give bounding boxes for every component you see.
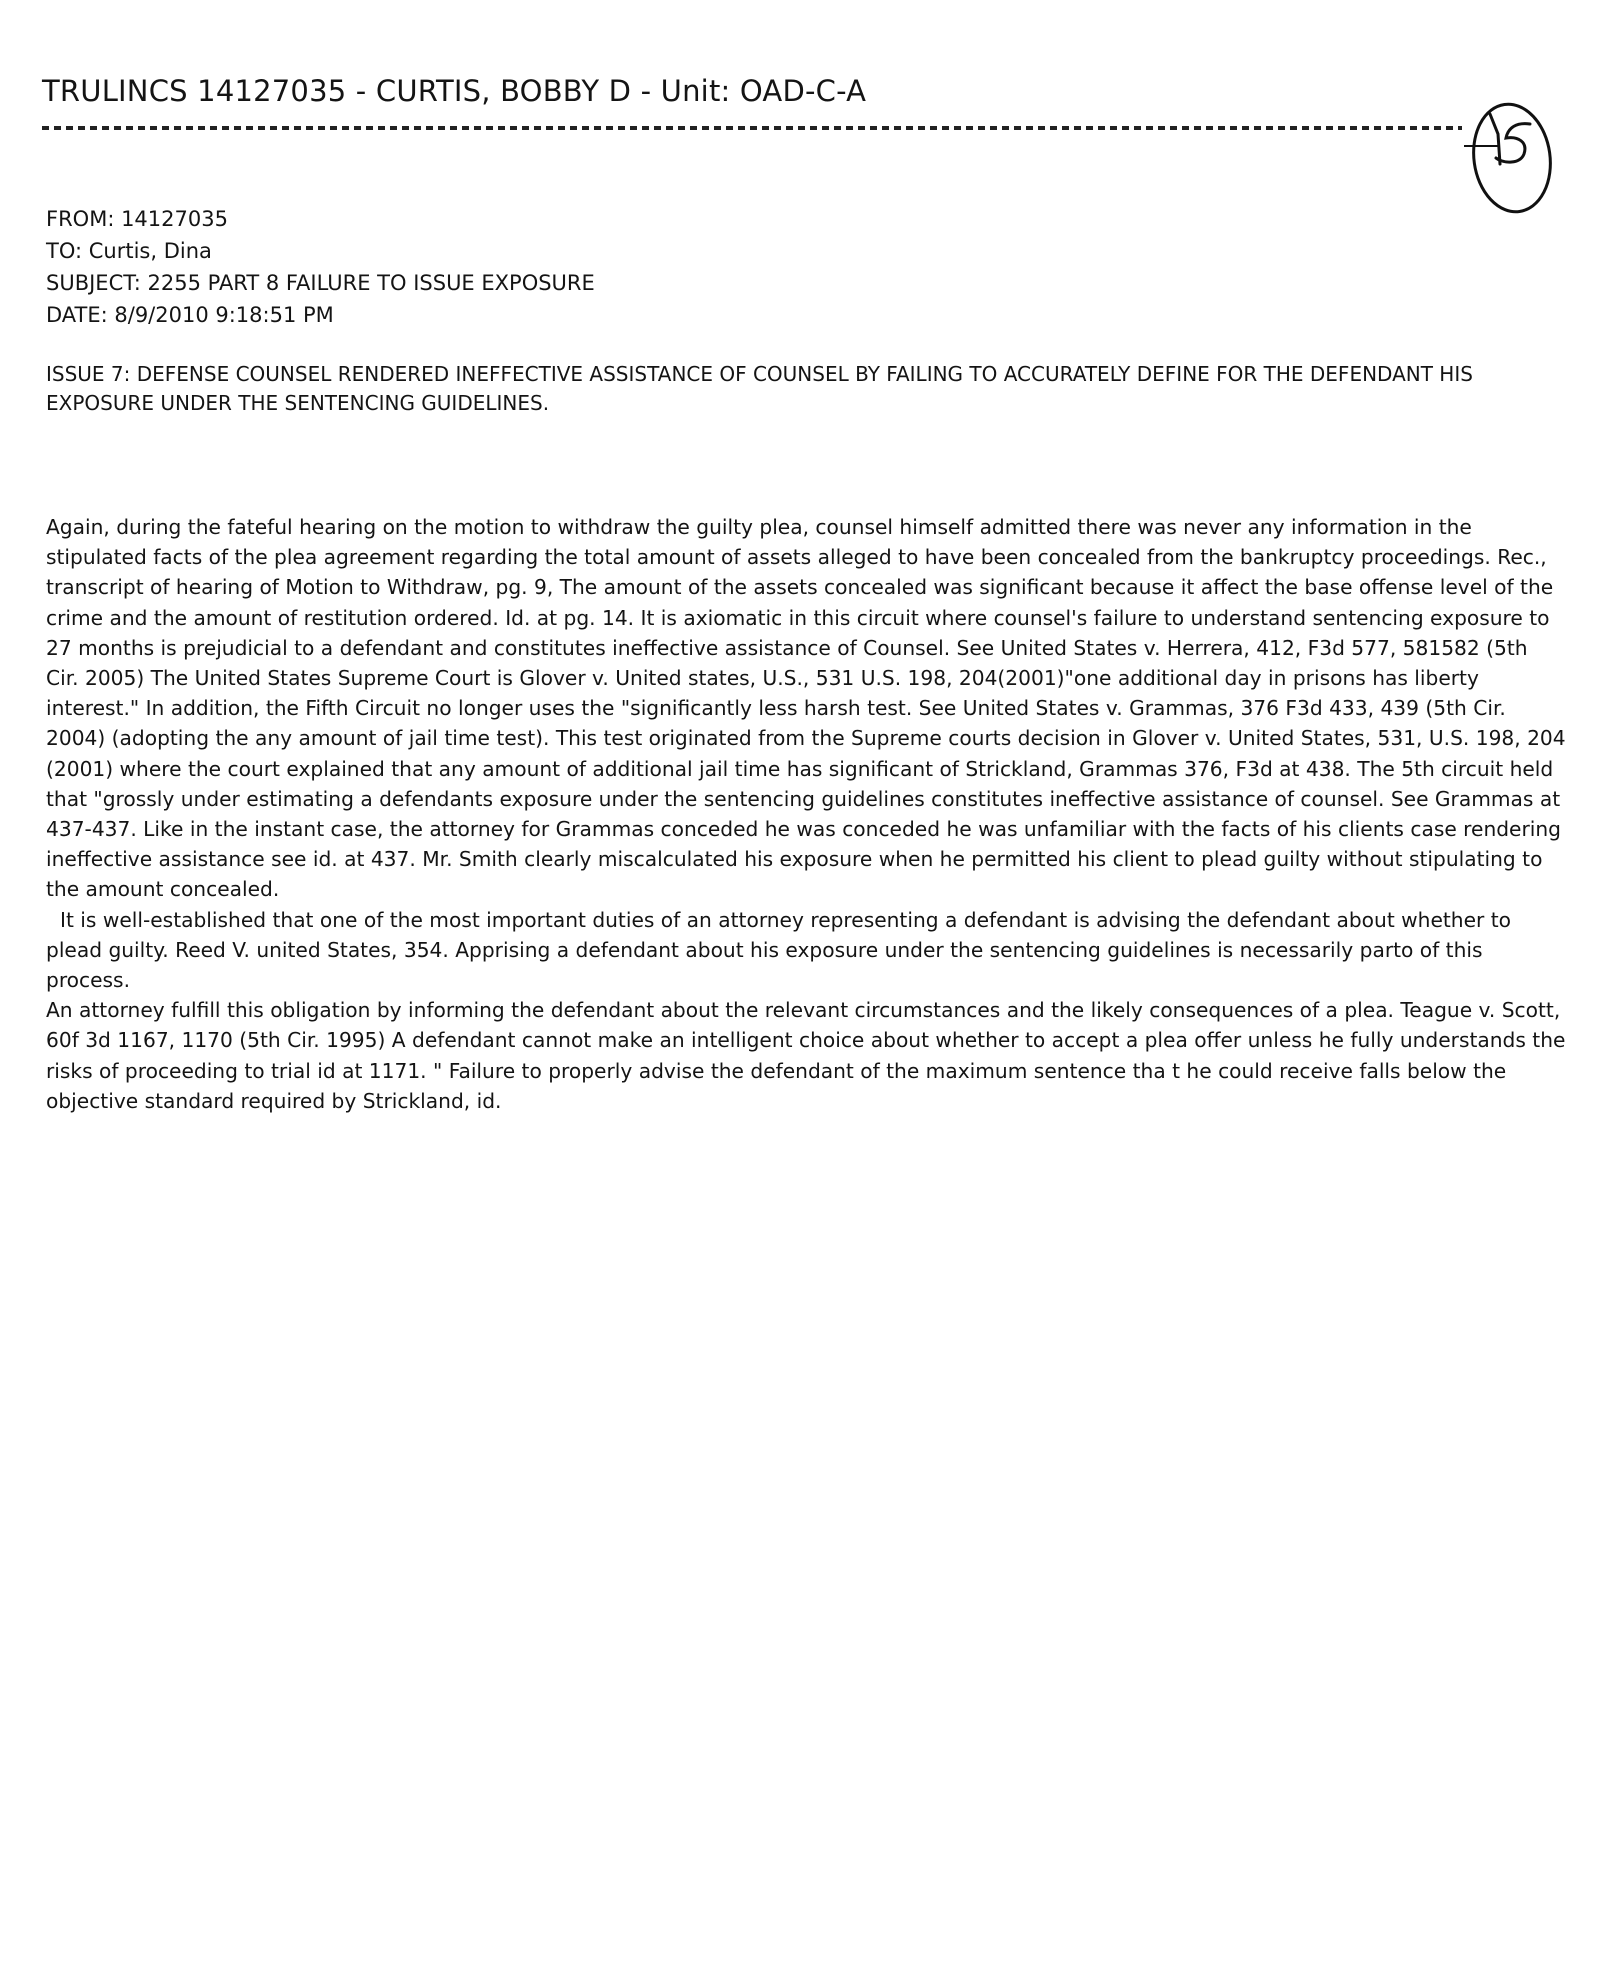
handwritten-page-number-mark bbox=[1460, 86, 1560, 216]
issue-heading: ISSUE 7: DEFENSE COUNSEL RENDERED INEFFECTIVE ASSISTANCE OF COUNSEL BY FAILING TO ACCURATELY DEFINE FOR THE DEFENDANT HIS EXPOSURE UNDER THE SENTENCING GUIDELINES. bbox=[46, 362, 1473, 415]
body-paragraph-1: Again, during the fateful hearing on the motion to withdraw the guilty plea, counsel himself admitted there was never any information in the stipulated facts of the plea agreement regarding the total amount of assets alleged to have been concealed from the bankruptcy proceedings. Rec., transcript of hearing of Motion to Withdraw, pg. 9, The amount of the assets concealed was significant because it affect the base offense level of the crime and the amount of restitution ordered. Id. at pg. 14. It is axiomatic in this circuit where counsel's failure to understand sentencing exposure to 27 months is prejudicial to a defendant and constitutes ineffective assistance of Counsel. See United States v. Herrera, 412, F3d 577, 581582 (5th Cir. 2005) The United States Supreme Court is Glover v. United states, U.S., 531 U.S. 198, 204(2001)"one additional day in prisons has liberty interest." In addition, the Fifth Circuit no longer uses the "significantly less harsh test. See United States v. Grammas, 376 F3d 433, 439 (5th Cir. 2004) (adopting the any amount of jail time test). This test originated from the Supreme courts decision in Glover v. United States, 531, U.S. 198, 204 (2001) where the court explained that any amount of additional jail time has significant of Strickland, Grammas 376, F3d at 438. The 5th circuit held that "grossly under estimating a defendants exposure under the sentencing guidelines constitutes ineffective assistance of counsel. See Grammas at 437-437. Like in the instant case, the attorney for Grammas conceded he was conceded he was unfamiliar with the facts of his clients case rendering ineffective assistance see id. at 437. Mr. Smith clearly miscalculated his exposure when he permitted his client to plead guilty without stipulating to the amount concealed. bbox=[46, 515, 1566, 902]
subject-line: SUBJECT: 2255 PART 8 FAILURE TO ISSUE EXPOSURE bbox=[46, 271, 595, 295]
message-body bbox=[46, 512, 1566, 1116]
date-line: DATE: 8/9/2010 9:18:51 PM bbox=[46, 303, 334, 327]
body-paragraph-3: An attorney fulfill this obligation by informing the defendant about the relevant circumstances and the likely consequences of a plea. Teague v. Scott, 60f 3d 1167, 1170 (5th Cir. 1995) A defendant cannot make an intelligent choice about whether to accept a plea offer unless he fully understands the risks of proceeding to trial id at 1171. " Failure to properly advise the defendant of the maximum sentence tha t he could receive falls below the objective standard required by Strickland, id. bbox=[46, 998, 1566, 1113]
to-line: TO: Curtis, Dina bbox=[46, 239, 212, 263]
from-line: FROM: 14127035 bbox=[46, 207, 228, 231]
body-paragraph-2: It is well-established that one of the most important duties of an attorney representing a defendant is advising the defendant about whether to plead guilty. Reed V. united States, 354. Apprising a defendant about his exposure under the sentencing guidelines is necessarily parto of this process. bbox=[46, 907, 1511, 993]
message-meta bbox=[46, 203, 595, 331]
dashed-divider bbox=[42, 126, 1462, 130]
message-header: TRULINCS 14127035 - CURTIS, BOBBY D - Unit: OAD-C-A bbox=[42, 74, 867, 108]
